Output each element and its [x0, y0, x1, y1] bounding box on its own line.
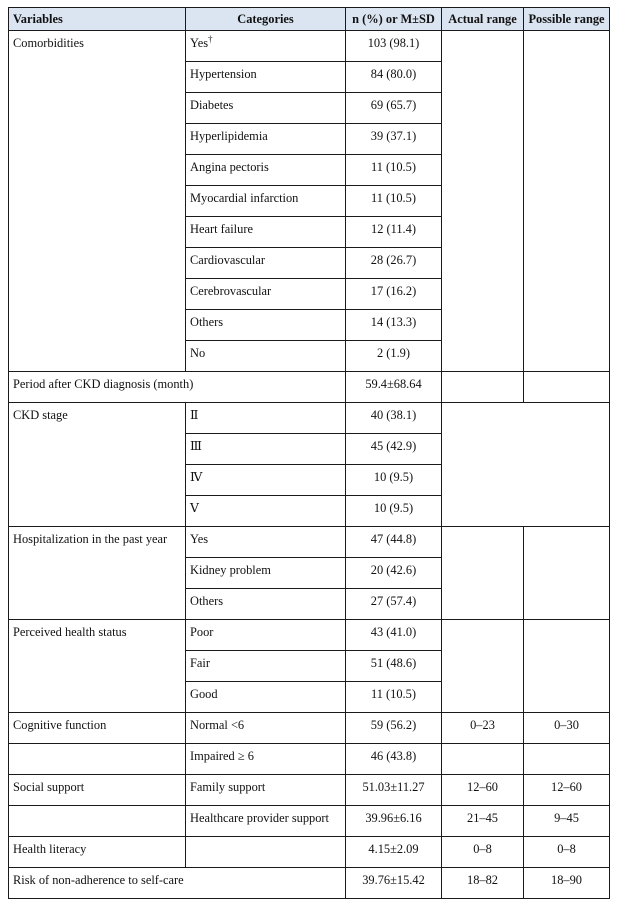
header-row	[9, 8, 610, 31]
category-cell: Ⅴ	[186, 496, 346, 527]
value-cell: 103 (98.1)	[346, 31, 442, 62]
possible-range-cell: 9–45	[524, 806, 610, 837]
category-cell: Hypertension	[186, 62, 346, 93]
value-cell: 47 (44.8)	[346, 527, 442, 558]
table-row	[9, 31, 610, 62]
header-variables: Variables	[9, 8, 186, 31]
value-cell: 39.96±6.16	[346, 806, 442, 837]
value-cell: 39.76±15.42	[346, 868, 442, 899]
actual-range-cell: 0–8	[442, 837, 524, 868]
actual-range-cell	[442, 527, 524, 620]
category-cell: Ⅲ	[186, 434, 346, 465]
table-row	[9, 775, 610, 806]
category-cell: Yes†	[186, 31, 346, 62]
header-categories: Categories	[186, 8, 346, 31]
variable-period: Period after CKD diagnosis (month)	[9, 372, 346, 403]
table-row	[9, 527, 610, 558]
table-row	[9, 744, 610, 775]
actual-range-cell	[442, 372, 524, 403]
header-value: n (%) or M±SD	[346, 8, 442, 31]
value-cell: 11 (10.5)	[346, 186, 442, 217]
value-cell: 59 (56.2)	[346, 713, 442, 744]
variable-risk: Risk of non-adherence to self-care	[9, 868, 346, 899]
value-cell: 27 (57.4)	[346, 589, 442, 620]
value-cell: 11 (10.5)	[346, 155, 442, 186]
category-cell: Ⅳ	[186, 465, 346, 496]
category-cell: Cardiovascular	[186, 248, 346, 279]
value-cell: 51 (48.6)	[346, 651, 442, 682]
category-cell: Kidney problem	[186, 558, 346, 589]
category-cell: Others	[186, 310, 346, 341]
value-cell: 11 (10.5)	[346, 682, 442, 713]
possible-range-cell: 18–90	[524, 868, 610, 899]
category-cell: Impaired ≥ 6	[186, 744, 346, 775]
value-cell: 10 (9.5)	[346, 496, 442, 527]
table-row	[9, 403, 610, 434]
category-cell	[186, 837, 346, 868]
possible-range-cell: 0–30	[524, 713, 610, 744]
table-row	[9, 868, 610, 899]
variable-health-literacy: Health literacy	[9, 837, 186, 868]
category-cell: Heart failure	[186, 217, 346, 248]
value-cell: 40 (38.1)	[346, 403, 442, 434]
actual-range-cell	[442, 744, 524, 775]
value-cell: 45 (42.9)	[346, 434, 442, 465]
category-cell: No	[186, 341, 346, 372]
category-cell: Angina pectoris	[186, 155, 346, 186]
category-cell: Ⅱ	[186, 403, 346, 434]
variable-perceived-health: Perceived health status	[9, 620, 186, 713]
value-cell: 59.4±68.64	[346, 372, 442, 403]
category-cell: Good	[186, 682, 346, 713]
possible-range-cell	[524, 620, 610, 713]
category-cell: Diabetes	[186, 93, 346, 124]
variable-social-support: Social support	[9, 775, 186, 806]
category-cell: Normal <6	[186, 713, 346, 744]
category-cell: Family support	[186, 775, 346, 806]
value-cell: 2 (1.9)	[346, 341, 442, 372]
table-row	[9, 806, 610, 837]
possible-range-cell: 0–8	[524, 837, 610, 868]
actual-range-cell	[442, 620, 524, 713]
actual-range-cell: 0–23	[442, 713, 524, 744]
value-cell: 51.03±11.27	[346, 775, 442, 806]
value-cell: 46 (43.8)	[346, 744, 442, 775]
table-row	[9, 713, 610, 744]
header-actual-range: Actual range	[442, 8, 524, 31]
category-cell: Hyperlipidemia	[186, 124, 346, 155]
category-cell: Healthcare provider support	[186, 806, 346, 837]
table-row	[9, 372, 610, 403]
actual-range-cell: 18–82	[442, 868, 524, 899]
variable-empty	[9, 744, 186, 775]
variable-empty	[9, 806, 186, 837]
category-cell: Fair	[186, 651, 346, 682]
value-cell: 69 (65.7)	[346, 93, 442, 124]
possible-range-cell	[524, 527, 610, 620]
header-possible-range: Possible range	[524, 8, 610, 31]
value-cell: 12 (11.4)	[346, 217, 442, 248]
range-cell	[442, 403, 610, 527]
value-cell: 10 (9.5)	[346, 465, 442, 496]
value-cell: 84 (80.0)	[346, 62, 442, 93]
possible-range-cell: 12–60	[524, 775, 610, 806]
value-cell: 39 (37.1)	[346, 124, 442, 155]
value-cell: 17 (16.2)	[346, 279, 442, 310]
variable-cognitive: Cognitive function	[9, 713, 186, 744]
dagger-mark: †	[208, 33, 213, 44]
category-cell: Poor	[186, 620, 346, 651]
actual-range-cell	[442, 31, 524, 372]
category-cell: Myocardial infarction	[186, 186, 346, 217]
variable-ckd-stage: CKD stage	[9, 403, 186, 527]
value-cell: 14 (13.3)	[346, 310, 442, 341]
value-cell: 28 (26.7)	[346, 248, 442, 279]
category-cell: Others	[186, 589, 346, 620]
possible-range-cell	[524, 372, 610, 403]
actual-range-cell: 21–45	[442, 806, 524, 837]
value-cell: 4.15±2.09	[346, 837, 442, 868]
category-cell: Yes	[186, 527, 346, 558]
variable-comorbidities: Comorbidities	[9, 31, 186, 372]
table-row	[9, 620, 610, 651]
possible-range-cell	[524, 744, 610, 775]
actual-range-cell: 12–60	[442, 775, 524, 806]
category-cell: Cerebrovascular	[186, 279, 346, 310]
possible-range-cell	[524, 31, 610, 372]
value-cell: 20 (42.6)	[346, 558, 442, 589]
data-table	[8, 7, 610, 899]
value-cell: 43 (41.0)	[346, 620, 442, 651]
table-row	[9, 837, 610, 868]
variable-hospitalization: Hospitalization in the past year	[9, 527, 186, 620]
